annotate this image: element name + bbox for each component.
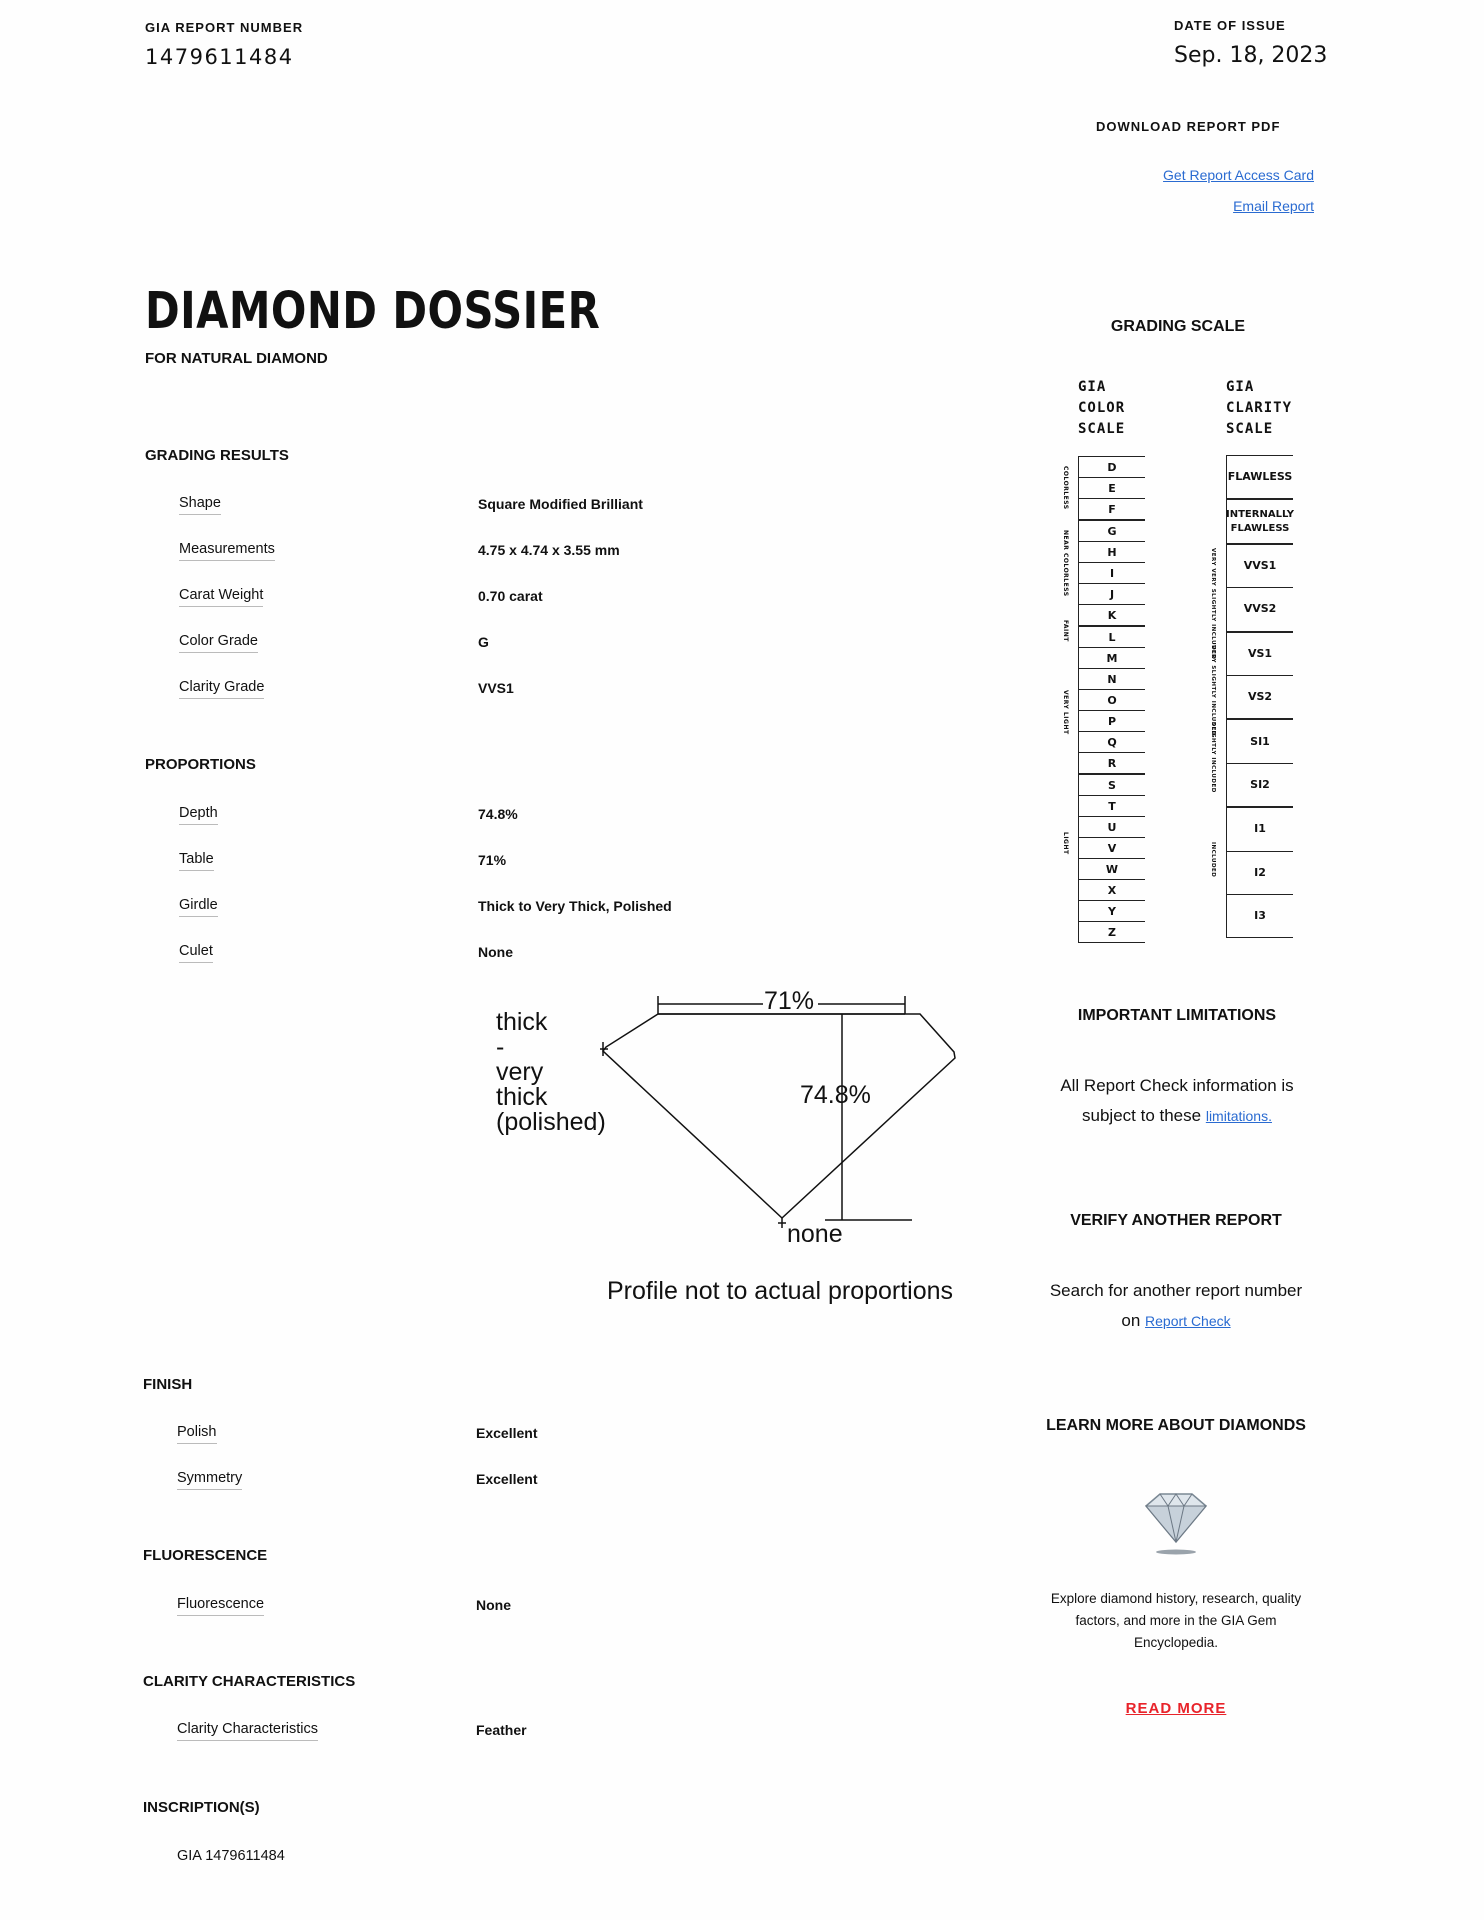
color-grade-cell: W xyxy=(1079,859,1145,880)
color-grade-cell: R xyxy=(1079,753,1145,775)
limitations-text-line: All Report Check information is xyxy=(1060,1076,1294,1095)
color-group-label: FAINT xyxy=(1062,620,1069,642)
girdle-annotation xyxy=(496,1010,606,1135)
learn-more-heading: LEARN MORE ABOUT DIAMONDS xyxy=(1046,1417,1306,1434)
depth-value: 74.8% xyxy=(478,806,518,822)
color-grade-cell: Y xyxy=(1079,901,1145,922)
color-grade-cell: G xyxy=(1079,521,1145,542)
learn-more-text-line: Encyclopedia. xyxy=(1133,1635,1219,1650)
color-grade-cell: M xyxy=(1079,648,1145,669)
depth-label: Depth xyxy=(179,805,218,825)
clarity-grade-cell: FLAWLESS xyxy=(1227,455,1293,500)
girdle-value: Thick to Very Thick, Polished xyxy=(478,898,672,914)
clarity-grade-cell: I1 xyxy=(1227,808,1293,851)
clarity-grade-cell: SI1 xyxy=(1227,720,1293,763)
verify-text-line: Search for another report number xyxy=(1049,1281,1303,1300)
clarity-grade-cell: I3 xyxy=(1227,895,1293,938)
verify-text xyxy=(1016,1276,1336,1336)
clarity-group-label: VERY SLIGHTLY INCLUDED xyxy=(1210,645,1216,737)
color-grade-cell: N xyxy=(1079,669,1145,690)
clarity-scale-heading-line: GIA xyxy=(1226,379,1255,395)
color-grade-value: G xyxy=(478,634,489,650)
girdle-annotation-line: very xyxy=(496,1058,544,1086)
color-grade-cell: O xyxy=(1079,690,1145,711)
polish-value: Excellent xyxy=(476,1425,538,1441)
limitations-text xyxy=(1017,1071,1337,1131)
color-group-label: COLORLESS xyxy=(1062,466,1069,510)
clarity-scale-heading-line: SCALE xyxy=(1226,421,1274,437)
verify-heading: VERIFY ANOTHER REPORT xyxy=(1070,1212,1282,1229)
symmetry-value: Excellent xyxy=(476,1471,538,1487)
carat-weight-value: 0.70 carat xyxy=(478,588,543,604)
clarity-scale-heading-line: CLARITY xyxy=(1226,400,1293,416)
learn-more-text-line: Explore diamond history, research, quality xyxy=(1050,1591,1302,1606)
clarity-grade-cell: VVS2 xyxy=(1227,588,1293,632)
girdle-annotation-line: thick xyxy=(496,1083,548,1111)
color-scale-heading-line: SCALE xyxy=(1078,421,1126,437)
diamond-profile-outline xyxy=(603,1014,955,1218)
color-scale-heading-line: GIA xyxy=(1078,379,1107,395)
color-grade-cell: L xyxy=(1079,627,1145,648)
measurements-value: 4.75 x 4.74 x 3.55 mm xyxy=(478,542,620,558)
table-label: Table xyxy=(179,851,214,871)
inscription-value: GIA 1479611484 xyxy=(177,1848,285,1864)
page-title: DIAMOND DOSSIER xyxy=(145,282,601,341)
polish-label: Polish xyxy=(177,1424,217,1444)
fluorescence-label: Fluorescence xyxy=(177,1596,264,1616)
grading-results-heading: GRADING RESULTS xyxy=(145,447,289,464)
clarity-grade-cell: INTERNALLY FLAWLESS xyxy=(1227,500,1293,544)
clarity-grade-label: Clarity Grade xyxy=(179,679,264,699)
girdle-label: Girdle xyxy=(179,897,218,917)
read-more-link[interactable]: READ MORE xyxy=(1125,1700,1227,1717)
clarity-scale xyxy=(1226,455,1293,938)
report-number-label: GIA REPORT NUMBER xyxy=(145,20,304,35)
limitations-text-line: subject to these xyxy=(1082,1106,1202,1125)
girdle-annotation-line: - xyxy=(496,1033,505,1061)
learn-more-text-line: factors, and more in the GIA Gem xyxy=(1075,1613,1277,1628)
clarity-grade-cell: SI2 xyxy=(1227,764,1293,808)
finish-heading: FINISH xyxy=(143,1376,193,1393)
carat-weight-label: Carat Weight xyxy=(179,587,263,607)
color-scale-heading-line: COLOR xyxy=(1078,400,1126,416)
diagram-culet-label: none xyxy=(787,1220,843,1248)
table-value: 71% xyxy=(478,852,507,868)
email-report-link[interactable]: Email Report xyxy=(1233,198,1314,214)
color-grade-cell: V xyxy=(1079,838,1145,859)
shape-label: Shape xyxy=(179,495,221,515)
clarity-grade-value: VVS1 xyxy=(478,680,514,696)
clarity-grade-cell: I2 xyxy=(1227,852,1293,895)
culet-value: None xyxy=(478,944,513,960)
clarity-grade-cell: VS1 xyxy=(1227,633,1293,676)
girdle-annotation-line: thick xyxy=(496,1008,548,1036)
diamond-icon xyxy=(1130,1486,1222,1558)
color-grade-cell: T xyxy=(1079,796,1145,817)
color-grade-cell: X xyxy=(1079,880,1145,901)
shape-value: Square Modified Brilliant xyxy=(478,496,643,512)
color-scale-heading xyxy=(1078,377,1125,440)
report-number: 1479611484 xyxy=(145,45,294,69)
grading-scale-heading: GRADING SCALE xyxy=(1110,318,1246,335)
color-scale xyxy=(1078,456,1145,943)
color-grade-cell: J xyxy=(1079,584,1145,605)
girdle-annotation-line: (polished) xyxy=(496,1108,606,1136)
color-group-label: LIGHT xyxy=(1062,832,1069,855)
clarity-grade-cell: VS2 xyxy=(1227,676,1293,720)
color-group-label: NEAR COLORLESS xyxy=(1062,530,1069,597)
proportions-heading: PROPORTIONS xyxy=(145,756,256,773)
color-grade-cell: Z xyxy=(1079,922,1145,943)
clarity-group-label: SLIGHTLY INCLUDED xyxy=(1210,722,1216,793)
color-grade-cell: P xyxy=(1079,711,1145,732)
limitations-link[interactable]: limitations. xyxy=(1205,1108,1272,1124)
verify-text-line: on xyxy=(1121,1311,1141,1330)
color-grade-cell: F xyxy=(1079,499,1145,521)
issue-date: Sep. 18, 2023 xyxy=(1174,43,1328,68)
culet-label: Culet xyxy=(179,943,213,963)
clarity-characteristics-value: Feather xyxy=(476,1722,527,1738)
color-grade-label: Color Grade xyxy=(179,633,258,653)
report-check-link[interactable]: Report Check xyxy=(1145,1313,1231,1329)
learn-more-text xyxy=(1016,1588,1336,1654)
access-card-link[interactable]: Get Report Access Card xyxy=(1163,167,1314,183)
symmetry-label: Symmetry xyxy=(177,1470,242,1490)
color-group-label: VERY LIGHT xyxy=(1062,690,1069,735)
fluorescence-value: None xyxy=(476,1597,511,1613)
clarity-group-label: INCLUDED xyxy=(1210,842,1216,878)
fluorescence-heading: FLUORESCENCE xyxy=(143,1547,268,1564)
clarity-characteristics-label: Clarity Characteristics xyxy=(177,1721,318,1741)
color-grade-cell: K xyxy=(1079,605,1145,627)
clarity-grade-cell: VVS1 xyxy=(1227,545,1293,588)
color-grade-cell: H xyxy=(1079,542,1145,563)
clarity-scale-heading xyxy=(1226,377,1292,440)
color-grade-cell: E xyxy=(1079,478,1145,499)
color-grade-cell: U xyxy=(1079,817,1145,838)
clarity-characteristics-heading: CLARITY CHARACTERISTICS xyxy=(143,1673,356,1690)
color-grade-cell: Q xyxy=(1079,732,1145,753)
limitations-heading: IMPORTANT LIMITATIONS xyxy=(1077,1007,1277,1024)
diagram-table-label: 71% xyxy=(764,987,815,1015)
page-subtitle: FOR NATURAL DIAMOND xyxy=(145,350,328,367)
color-grade-cell: S xyxy=(1079,775,1145,796)
color-grade-cell: I xyxy=(1079,563,1145,584)
color-grade-cell: D xyxy=(1079,457,1145,478)
inscriptions-heading: INSCRIPTION(S) xyxy=(143,1799,260,1816)
clarity-group-label: VERY VERY SLIGHTLY INCLUDED xyxy=(1210,548,1216,660)
date-label: DATE OF ISSUE xyxy=(1174,18,1286,33)
measurements-label: Measurements xyxy=(179,541,275,561)
diagram-caption: Profile not to actual proportions xyxy=(607,1277,954,1305)
diagram-depth-label: 74.8% xyxy=(800,1081,871,1109)
download-pdf-button[interactable]: DOWNLOAD REPORT PDF xyxy=(1096,119,1281,134)
